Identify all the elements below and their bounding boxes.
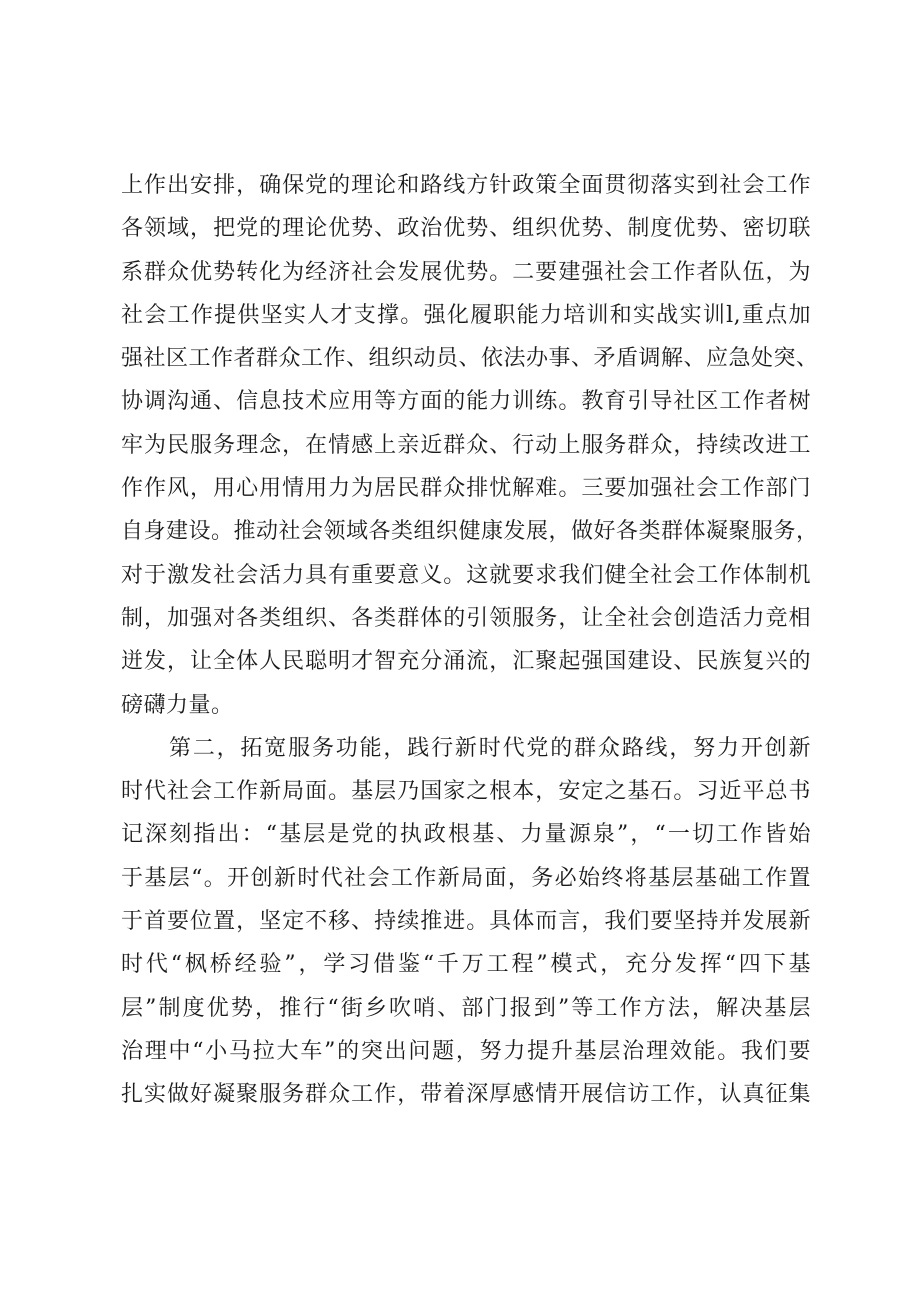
text-line: 治理中“小马拉大车”的突出问题，努力提升基层治理效能。我们要 xyxy=(121,1038,811,1064)
text-line: 第二，拓宽服务功能，践行新时代党的群众路线，努力开创新 xyxy=(169,735,811,761)
text-line: 于基层“。开创新时代社会工作新局面，务必始终将基层基础工作置 xyxy=(121,865,811,891)
text-line: 社会工作提供坚实人才支撑。强化履职能力培训和实战实训l,重点加 xyxy=(121,302,811,328)
text-line: 各领域，把党的理论优势、政治优势、组织优势、制度优势、密切联 xyxy=(121,216,811,242)
text-line: 制，加强对各类组织、各类群体的引领服务，让全社会创造活力竞相 xyxy=(121,605,811,631)
text-line: 自身建设。推动社会领域各类组织健康发展，做好各类群体凝聚服务， xyxy=(121,519,819,545)
text-line: 记深刻指出：“基层是党的执政根基、力量源泉”，“一切工作皆始 xyxy=(121,822,811,848)
text-line: 上作出安排，确保党的理论和路线方针政策全面贯彻落实到社会工作 xyxy=(121,173,811,198)
text-line: 磅礴力量。 xyxy=(121,692,234,718)
text-line: 层”制度优势，推行“街乡吹哨、部门报到”等工作方法，解决基层 xyxy=(121,995,811,1021)
paragraph-1 xyxy=(121,164,819,727)
text-line: 于首要位置，坚定不移、持续推进。具体而言，我们要坚持并发展新 xyxy=(121,909,811,935)
text-line: 扎实做好凝聚服务群众工作，带着深厚感情开展信访工作，认真征集 xyxy=(121,1082,811,1108)
paragraph-2 xyxy=(121,727,811,1117)
text-line: 对于激发社会活力具有重要意义。这就要求我们健全社会工作体制机 xyxy=(121,562,811,588)
text-line: 牢为民服务理念，在情感上亲近群众、行动上服务群众，持续改进工 xyxy=(121,432,811,458)
text-line: 协调沟通、信息技术应用等方面的能力训练。教育引导社区工作者树 xyxy=(121,389,811,415)
text-line: 时代社会工作新局面。基层乃国家之根本，安定之基石。习近平总书 xyxy=(121,779,811,805)
text-line: 迸发，让全体人民聪明才智充分涌流，汇聚起强国建设、民族复兴的 xyxy=(121,649,811,675)
body-text xyxy=(121,164,819,1117)
text-line: 强社区工作者群众工作、组织动员、依法办事、矛盾调解、应急处突、 xyxy=(121,346,819,372)
text-line: 作作风，用心用情用力为居民群众排忧解难。三要加强社会工作部门 xyxy=(121,476,811,502)
text-line: 时代“枫桥经验”，学习借鉴“千万工程”模式，充分发挥“四下基 xyxy=(121,952,811,978)
text-line: 系群众优势转化为经济社会发展优势。二要建强社会工作者队伍，为 xyxy=(121,259,811,285)
